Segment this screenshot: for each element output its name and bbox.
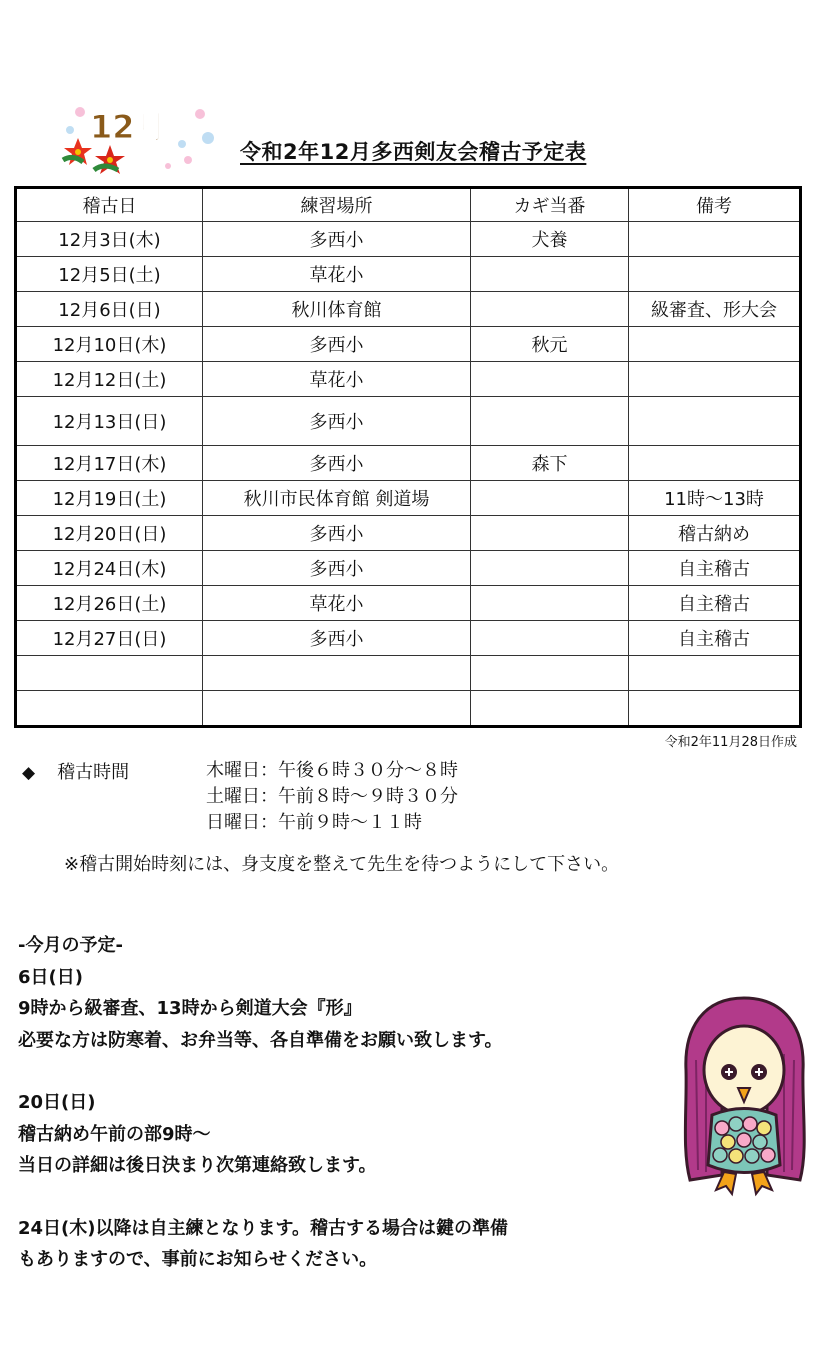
cell-remark bbox=[629, 691, 801, 727]
table-row bbox=[16, 621, 801, 656]
practice-time-label bbox=[22, 758, 129, 784]
cell-date: 12月12日(土) bbox=[16, 362, 203, 397]
cell-remark: 級審査、形大会 bbox=[629, 292, 801, 327]
table-row bbox=[16, 446, 801, 481]
cell-date: 12月26日(土) bbox=[16, 586, 203, 621]
table-row bbox=[16, 656, 801, 691]
cell-date: 12月3日(木) bbox=[16, 222, 203, 257]
created-date: 令和2年11月28日作成 bbox=[664, 735, 797, 750]
cell-key-duty bbox=[471, 656, 629, 691]
cell-date bbox=[16, 691, 203, 727]
cell-key-duty: 秋元 bbox=[471, 327, 629, 362]
cell-key-duty bbox=[471, 586, 629, 621]
cell-remark bbox=[629, 257, 801, 292]
cell-remark: 稽古納め bbox=[629, 516, 801, 551]
header-key-duty: カギ当番 bbox=[471, 188, 629, 222]
table-row bbox=[16, 551, 801, 586]
monthly-heading: -今月の予定- bbox=[18, 935, 123, 956]
cell-place: 草花小 bbox=[203, 362, 471, 397]
cell-remark bbox=[629, 656, 801, 691]
practice-time-sunday: 日曜日：午前９時～１１時 bbox=[206, 812, 422, 833]
cell-key-duty bbox=[471, 292, 629, 327]
cell-date: 12月6日(日) bbox=[16, 292, 203, 327]
cell-key-duty bbox=[471, 621, 629, 656]
table-row bbox=[16, 292, 801, 327]
cell-place: 草花小 bbox=[203, 586, 471, 621]
table-row bbox=[16, 397, 801, 446]
event-line: 20日(日) bbox=[18, 1092, 96, 1113]
table-row bbox=[16, 586, 801, 621]
cell-remark: 自主稽古 bbox=[629, 621, 801, 656]
cell-place: 多西小 bbox=[203, 222, 471, 257]
cell-date: 12月27日(日) bbox=[16, 621, 203, 656]
cell-place: 多西小 bbox=[203, 446, 471, 481]
event-6th bbox=[18, 962, 508, 1057]
table-row bbox=[16, 481, 801, 516]
cell-remark bbox=[629, 397, 801, 446]
cell-remark bbox=[629, 362, 801, 397]
cell-key-duty bbox=[471, 516, 629, 551]
cell-place: 秋川体育館 bbox=[203, 292, 471, 327]
event-line: 当日の詳細は後日決まり次第連絡致します。 bbox=[18, 1155, 377, 1176]
table-header-row bbox=[16, 188, 801, 222]
cell-remark: 11時～13時 bbox=[629, 481, 801, 516]
header-place: 練習場所 bbox=[203, 188, 471, 222]
cell-remark bbox=[629, 327, 801, 362]
header-date: 稽古日 bbox=[16, 188, 203, 222]
diamond-bullet-icon: ◆ bbox=[22, 763, 36, 783]
cell-key-duty: 森下 bbox=[471, 446, 629, 481]
cell-remark bbox=[629, 222, 801, 257]
cell-place bbox=[203, 691, 471, 727]
cell-place: 多西小 bbox=[203, 327, 471, 362]
event-20th bbox=[18, 1087, 508, 1182]
cell-key-duty bbox=[471, 257, 629, 292]
table-row bbox=[16, 691, 801, 727]
event-line: 必要な方は防寒着、お弁当等、各自準備をお願い致します。 bbox=[18, 1029, 503, 1051]
cell-key-duty bbox=[471, 691, 629, 727]
table-row bbox=[16, 516, 801, 551]
cell-key-duty bbox=[471, 397, 629, 446]
event-line: 6日(日) bbox=[18, 966, 83, 988]
cell-date: 12月17日(木) bbox=[16, 446, 203, 481]
cell-date: 12月5日(土) bbox=[16, 257, 203, 292]
cell-date: 12月10日(木) bbox=[16, 327, 203, 362]
table-row bbox=[16, 327, 801, 362]
cell-place: 草花小 bbox=[203, 257, 471, 292]
cell-key-duty bbox=[471, 551, 629, 586]
event-24th bbox=[18, 1213, 508, 1276]
schedule-table bbox=[14, 186, 802, 728]
event-line: 24日(木)以降は自主練となります。稽古する場合は鍵の準備 bbox=[18, 1217, 509, 1239]
event-line: 9時から級審査、13時から剣道大会『形』 bbox=[18, 998, 362, 1019]
event-line: 稽古納め午前の部9時～ bbox=[18, 1123, 211, 1145]
cell-key-duty bbox=[471, 481, 629, 516]
cell-remark: 自主稽古 bbox=[629, 551, 801, 586]
monthly-schedule bbox=[18, 930, 508, 1276]
table-row bbox=[16, 257, 801, 292]
event-line: もありますので、事前にお知らせください。 bbox=[18, 1249, 378, 1270]
practice-time-list bbox=[206, 758, 458, 836]
month-badge-text: 12月 bbox=[90, 108, 167, 146]
cell-place: 秋川市民体育館 剣道場 bbox=[203, 481, 471, 516]
cell-date: 12月19日(土) bbox=[16, 481, 203, 516]
cell-key-duty bbox=[471, 362, 629, 397]
cell-date: 12月20日(日) bbox=[16, 516, 203, 551]
december-logo bbox=[58, 100, 218, 178]
practice-time-heading: 稽古時間 bbox=[57, 762, 130, 783]
practice-time-thursday: 木曜日：午後６時３０分～８時 bbox=[206, 760, 458, 781]
practice-time-saturday: 土曜日：午前８時～９時３０分 bbox=[206, 786, 458, 807]
table-row bbox=[16, 362, 801, 397]
cell-date: 12月13日(日) bbox=[16, 397, 203, 446]
cell-remark bbox=[629, 446, 801, 481]
cell-date bbox=[16, 656, 203, 691]
amabie-mascot-icon bbox=[672, 990, 817, 1205]
header-remarks: 備考 bbox=[629, 188, 801, 222]
cell-date: 12月24日(木) bbox=[16, 551, 203, 586]
cell-key-duty: 犬養 bbox=[471, 222, 629, 257]
table-row bbox=[16, 222, 801, 257]
page-title: 令和2年12月多西剣友会稽古予定表 bbox=[240, 140, 587, 164]
cell-place: 多西小 bbox=[203, 551, 471, 586]
preparation-note: ※稽古開始時刻には、身支度を整えて先生を待つようにして下さい。 bbox=[64, 854, 620, 875]
cell-remark: 自主稽古 bbox=[629, 586, 801, 621]
cell-place: 多西小 bbox=[203, 621, 471, 656]
cell-place bbox=[203, 656, 471, 691]
cell-place: 多西小 bbox=[203, 516, 471, 551]
cell-place: 多西小 bbox=[203, 397, 471, 446]
